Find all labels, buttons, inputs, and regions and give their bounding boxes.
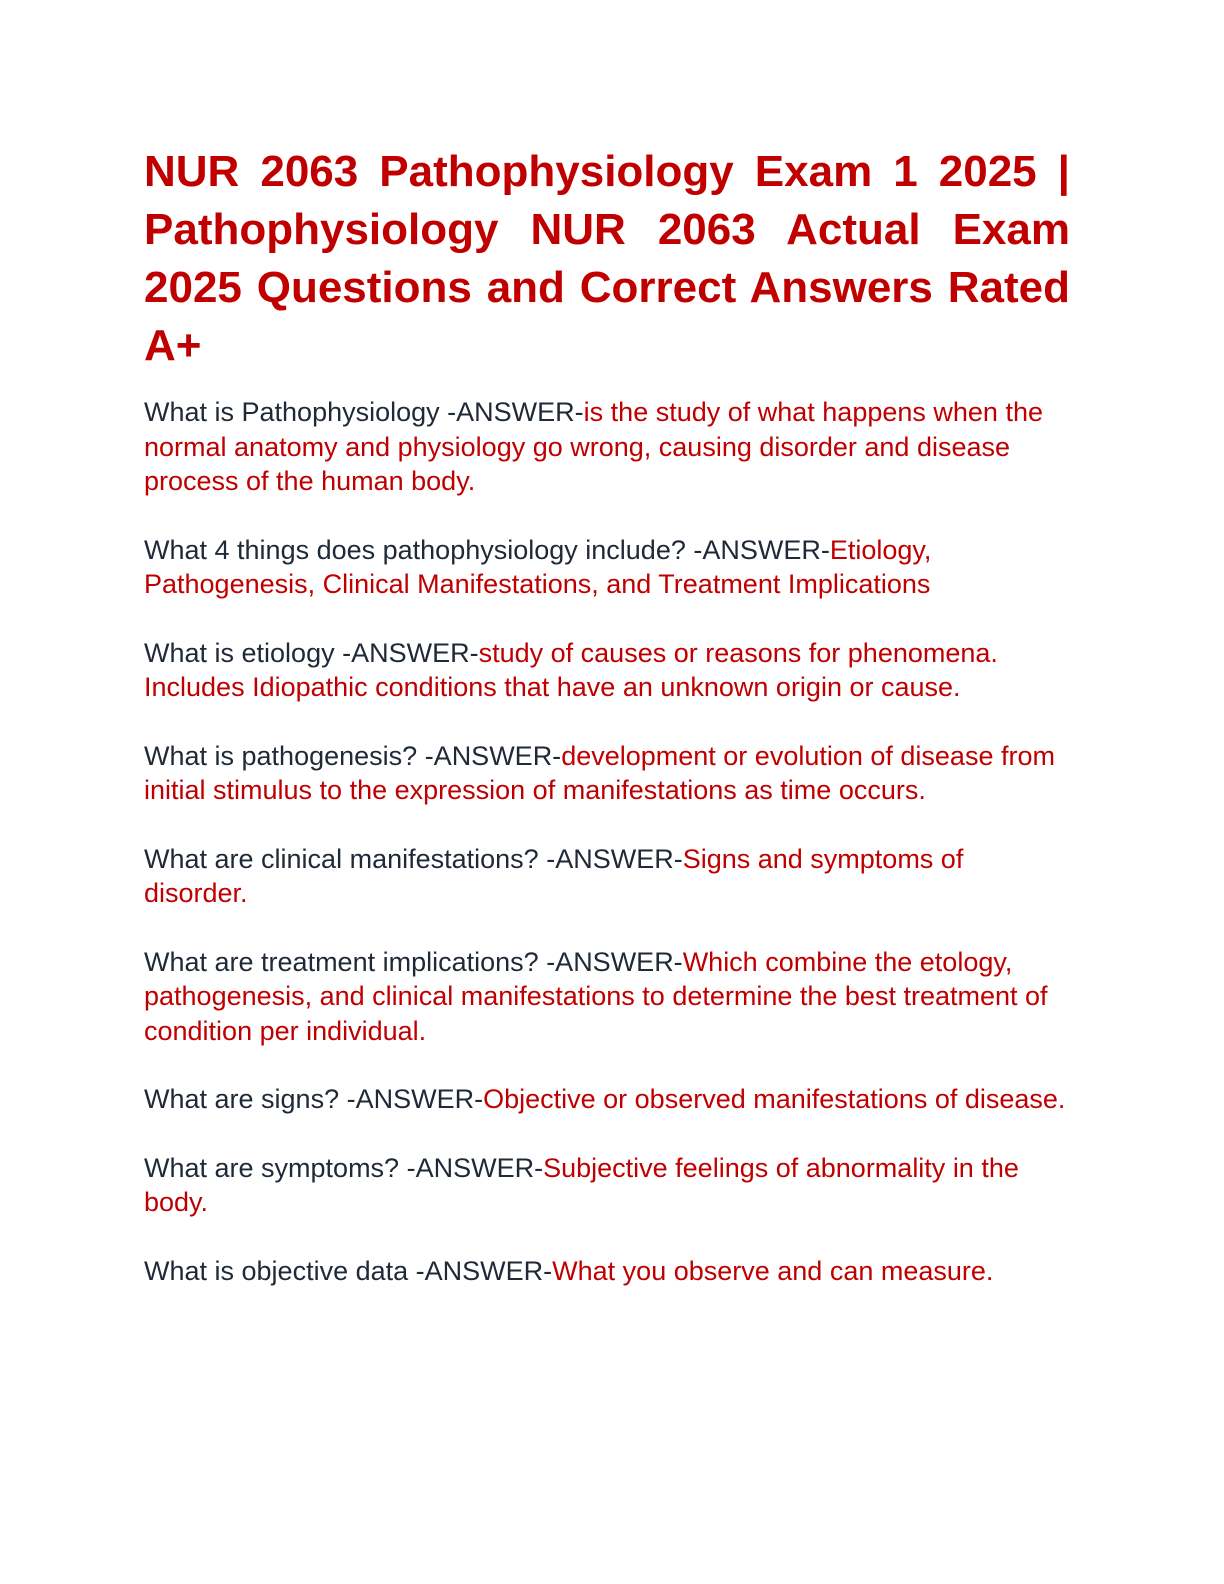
qa-item [144,395,1074,499]
question-text: What is Pathophysiology [144,397,440,427]
question-text: What 4 things does pathophysiology include? [144,534,686,565]
question-text: What are clinical manifestations? [144,843,539,874]
answer-text: is the study of what happens when the normal anatomy and physiology go wrong, causing disorder and disease process of the human body. [144,397,1043,496]
document-title: NUR 2063 Pathophysiology Exam 1 2025 | Pathophysiology NUR 2063 Actual Exam 2025 Questions and Correct Answers Rated A+ [144,147,1070,370]
qa-item [144,739,1074,808]
answer-separator: -ANSWER- [406,1152,544,1183]
qa-item [144,636,1074,705]
answer-separator: -ANSWER- [546,843,683,874]
answer-separator: -ANSWER- [346,1084,484,1114]
question-text: What are signs? [144,1084,340,1114]
answer-text: study of causes or reasons for phenomena. Includes Idiopathic conditions that have an unknown origin or cause. [144,637,998,702]
answer-separator: -ANSWER- [693,534,830,565]
qa-item [144,533,1074,602]
answer-text: Which combine the etology, pathogenesis, and clinical manifestations to determine the best treatment of condition per individual. [144,946,1048,1046]
qa-item [144,1254,1074,1289]
answer-text: Subjective feelings of abnormality in the body. [144,1152,1019,1217]
question-text: What is etiology [144,637,335,668]
answer-separator: -ANSWER- [424,740,562,771]
question-text: What is pathogenesis? [144,740,418,771]
qa-item [144,945,1074,1049]
answer-separator: -ANSWER- [447,397,584,427]
qa-item [144,1151,1074,1220]
answer-text: Signs and symptoms of disorder. [144,843,964,908]
question-text: What is objective data [144,1255,409,1286]
qa-item [144,842,1074,911]
answer-separator: -ANSWER- [342,637,479,668]
qa-item [144,1082,1074,1117]
answer-text: Etiology, Pathogenesis, Clinical Manifestations, and Treatment Implications [144,534,932,599]
answer-text: development or evolution of disease from initial stimulus to the expression of manifestations as time occurs. [144,740,1055,805]
answer-separator: -ANSWER- [546,946,683,977]
answer-separator: -ANSWER- [415,1255,553,1286]
answer-text: What you observe and can measure. [552,1255,994,1286]
question-text: What are symptoms? [144,1152,400,1183]
question-text: What are treatment implications? [144,946,539,977]
answer-text: Objective or observed manifestations of disease. [483,1084,1066,1114]
qa-list [144,395,1074,1322]
